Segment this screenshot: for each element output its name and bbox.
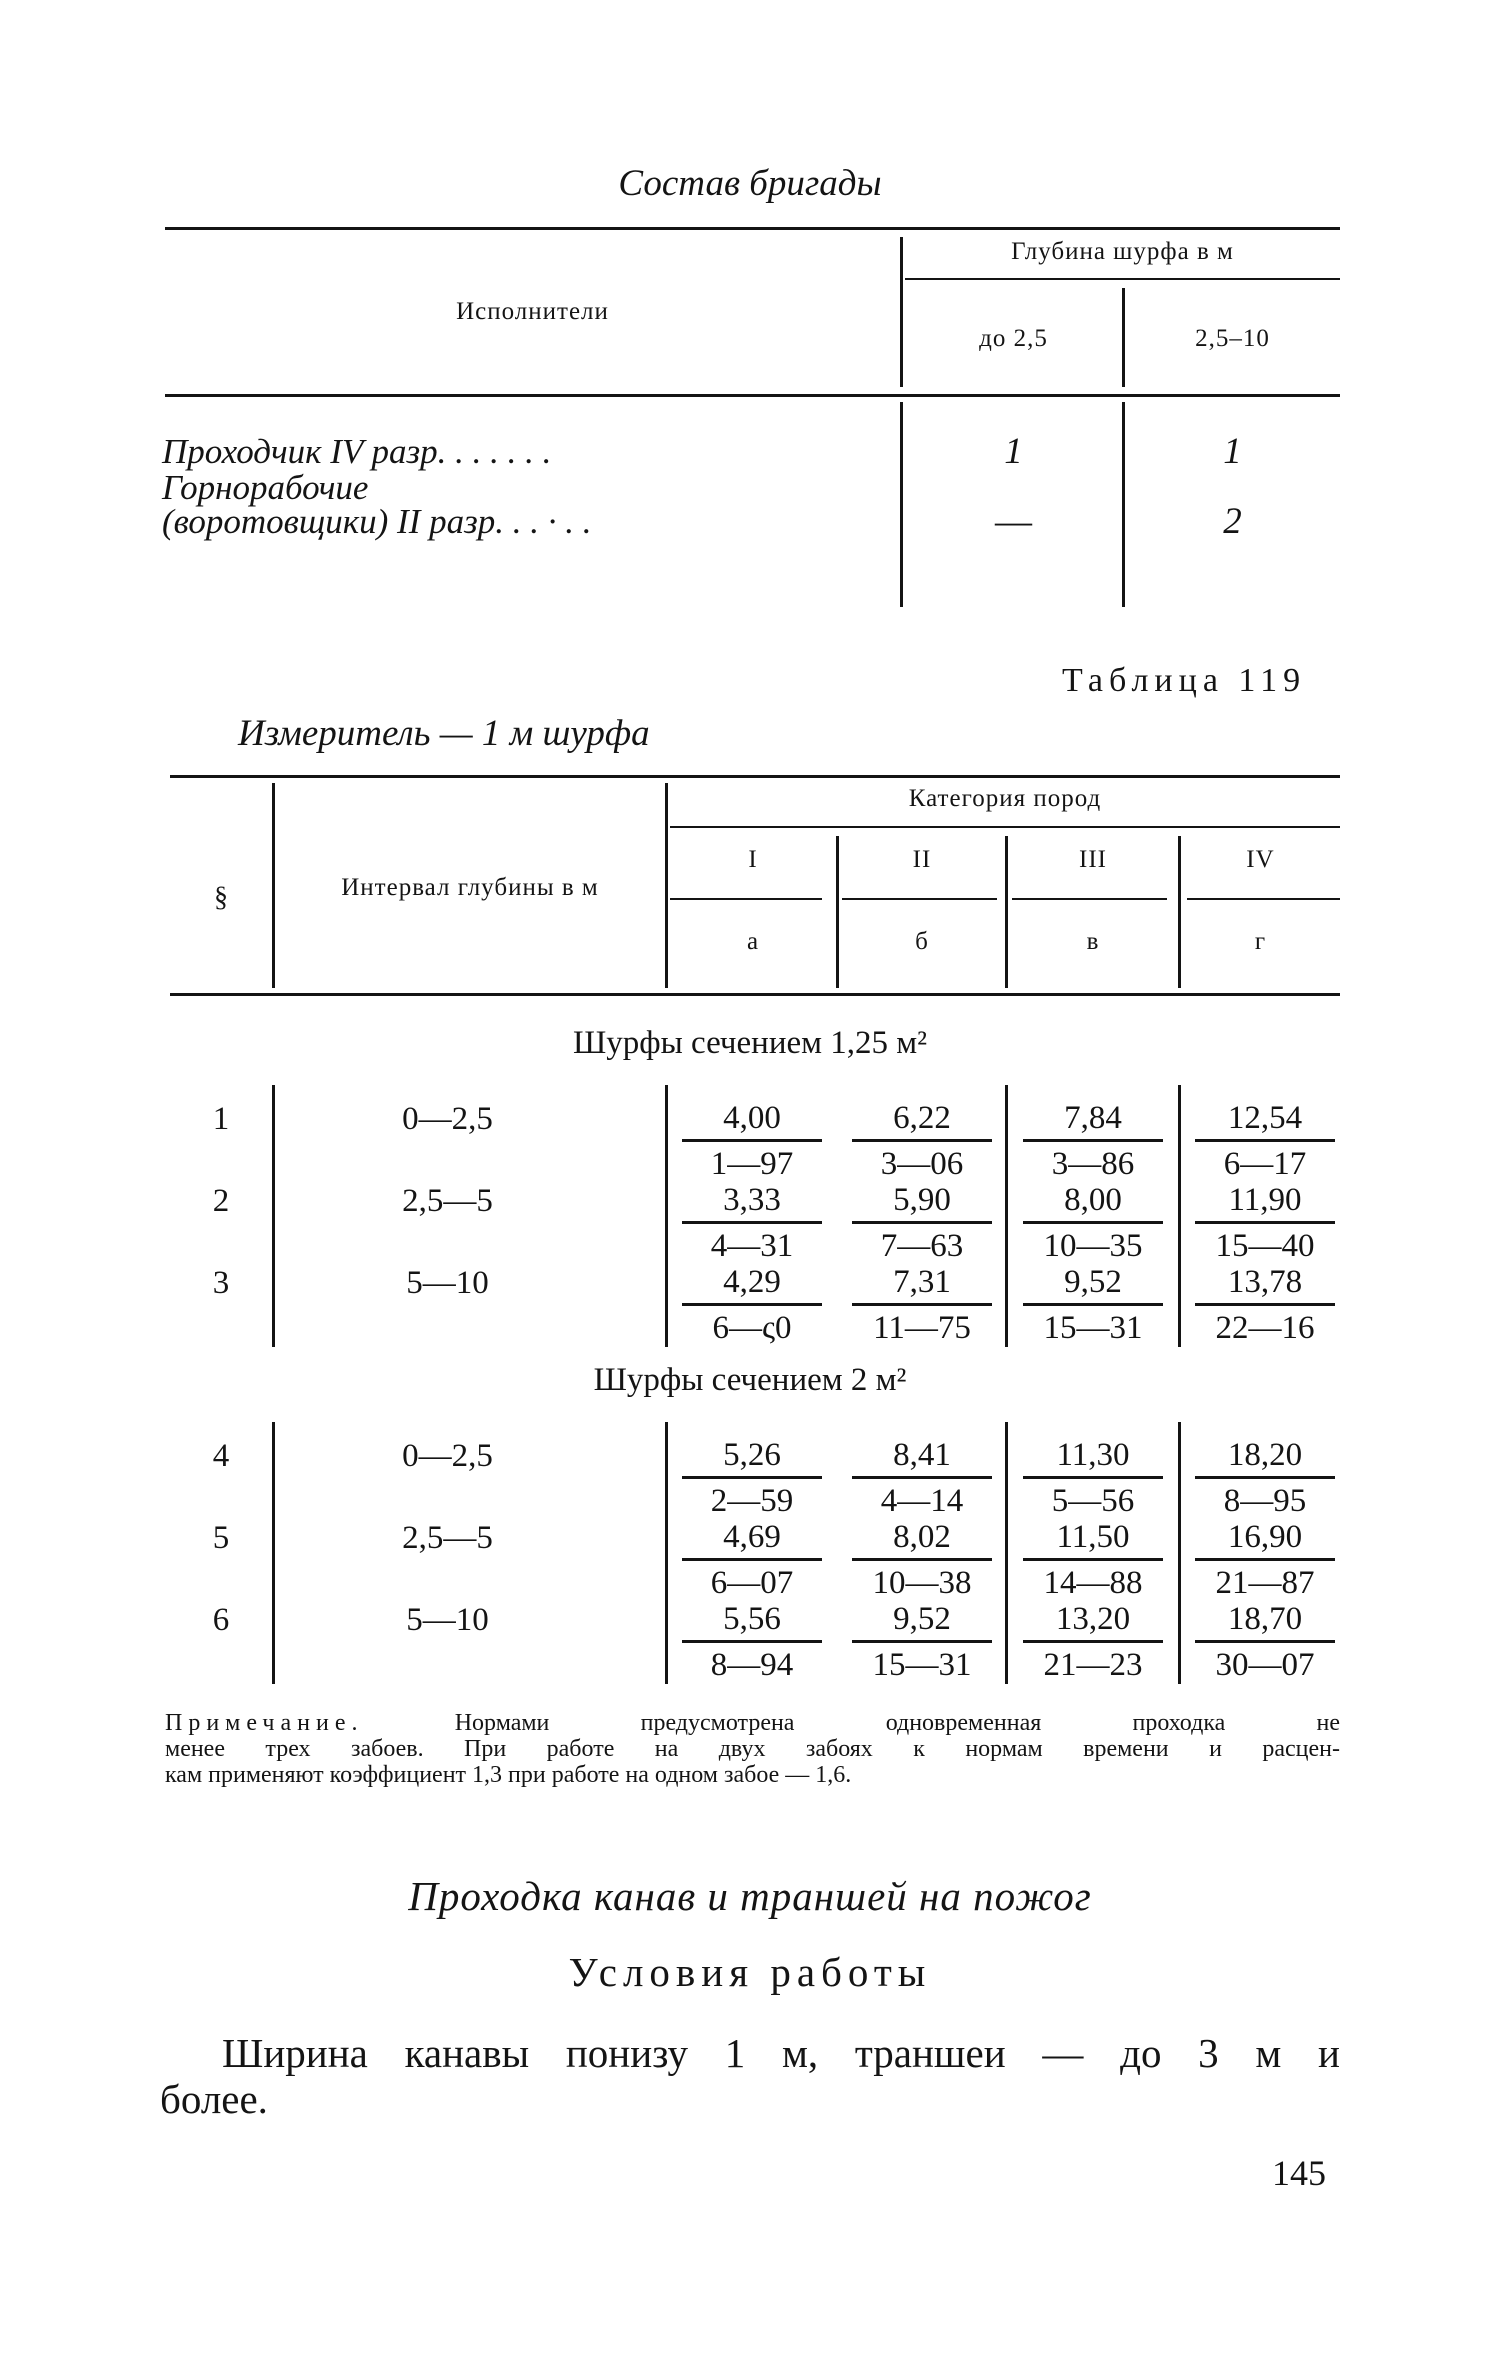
norm-cell bbox=[1195, 1261, 1335, 1348]
norm-value: 18,20 bbox=[1195, 1434, 1335, 1479]
norm-cell bbox=[1195, 1179, 1335, 1266]
rule bbox=[170, 993, 1340, 996]
norm-value: 18,70 bbox=[1195, 1598, 1335, 1643]
norm-value: 11,90 bbox=[1195, 1179, 1335, 1224]
norm-value: 9,52 bbox=[852, 1598, 992, 1643]
rate-value: 6—ς0 bbox=[712, 1310, 792, 1346]
rule bbox=[1005, 1085, 1008, 1347]
note-text: Нормами предусмотрена одновременная проходка не bbox=[454, 1710, 1341, 1736]
rule bbox=[1012, 898, 1167, 900]
performer-label: Проходчик IV разр. . . . . . . bbox=[162, 432, 552, 471]
row-number: 6 bbox=[212, 1602, 230, 1638]
row-number: 4 bbox=[212, 1438, 230, 1474]
rate-value: 14—88 bbox=[1043, 1565, 1143, 1601]
norm-value: 7,31 bbox=[852, 1261, 992, 1306]
row-interval: 0—2,5 bbox=[402, 1101, 493, 1137]
row-number: 3 bbox=[212, 1265, 230, 1301]
rate-value: 15—31 bbox=[872, 1647, 972, 1683]
header-roman: I bbox=[748, 846, 758, 873]
rule bbox=[665, 1422, 668, 1684]
norm-cell bbox=[682, 1097, 822, 1184]
header-letter: в bbox=[1086, 928, 1100, 955]
rate-value: 2—59 bbox=[710, 1483, 794, 1519]
note-lead: Примечание. bbox=[165, 1710, 364, 1736]
norm-value: 4,00 bbox=[682, 1097, 822, 1142]
rule bbox=[670, 898, 822, 900]
rule bbox=[1187, 898, 1340, 900]
norm-value: 5,90 bbox=[852, 1179, 992, 1224]
rate-value: 11—75 bbox=[873, 1310, 971, 1346]
rate-value: 8—94 bbox=[710, 1647, 794, 1683]
norm-cell bbox=[852, 1179, 992, 1266]
value-cell: 1 bbox=[1004, 431, 1023, 472]
norm-cell bbox=[682, 1516, 822, 1603]
rate-value: 10—35 bbox=[1043, 1228, 1143, 1264]
rule bbox=[165, 227, 1340, 230]
rate-value: 3—06 bbox=[880, 1146, 964, 1182]
section-heading: Шурфы сечением 1,25 м² bbox=[572, 1025, 928, 1061]
row-interval: 2,5—5 bbox=[402, 1183, 493, 1219]
col-depth-group: Глубина шурфа в м bbox=[1011, 238, 1234, 265]
table-caption: Таблица 119 bbox=[1062, 662, 1307, 699]
header-letter: г bbox=[1254, 928, 1267, 955]
row-number: 2 bbox=[212, 1183, 230, 1219]
rate-value: 21—23 bbox=[1043, 1647, 1143, 1683]
col-performers: Исполнители bbox=[456, 298, 609, 325]
rule bbox=[900, 237, 903, 387]
page-number: 145 bbox=[1272, 2153, 1326, 2193]
norm-value: 8,41 bbox=[852, 1434, 992, 1479]
note-line: менее трех забоев. При работе на двух забоях к нормам времени и расцен- bbox=[165, 1736, 1340, 1762]
norm-value: 13,20 bbox=[1023, 1598, 1163, 1643]
header-letter: б bbox=[915, 928, 929, 955]
header-category: Категория пород bbox=[908, 785, 1102, 812]
header-letter: а bbox=[746, 928, 760, 955]
norm-cell bbox=[1195, 1598, 1335, 1685]
rate-value: 3—86 bbox=[1051, 1146, 1135, 1182]
norm-value: 5,26 bbox=[682, 1434, 822, 1479]
performer-label: (воротовщики) II разр. . . · . . bbox=[162, 502, 592, 541]
norm-cell bbox=[682, 1179, 822, 1266]
norm-cell bbox=[682, 1598, 822, 1685]
rule bbox=[170, 775, 1340, 778]
rate-value: 15—40 bbox=[1215, 1228, 1315, 1264]
rate-value: 22—16 bbox=[1215, 1310, 1315, 1346]
measure-label: Измеритель — 1 м шурфа bbox=[238, 713, 650, 754]
rule bbox=[665, 783, 668, 988]
rule bbox=[665, 1085, 668, 1347]
section-heading: Шурфы сечением 2 м² bbox=[593, 1362, 907, 1398]
row-interval: 5—10 bbox=[406, 1602, 489, 1638]
norm-cell bbox=[852, 1434, 992, 1521]
norm-cell bbox=[1023, 1516, 1163, 1603]
header-interval: Интервал глубины в м bbox=[341, 874, 599, 901]
value-cell: 2 bbox=[1223, 501, 1242, 542]
rate-value: 1—97 bbox=[710, 1146, 794, 1182]
norm-cell bbox=[1023, 1598, 1163, 1685]
norm-value: 8,00 bbox=[1023, 1179, 1163, 1224]
norm-value: 8,02 bbox=[852, 1516, 992, 1561]
norm-cell bbox=[1195, 1097, 1335, 1184]
rate-value: 6—17 bbox=[1223, 1146, 1307, 1182]
rule bbox=[1005, 1422, 1008, 1684]
norm-cell bbox=[1023, 1261, 1163, 1348]
norm-value: 13,78 bbox=[1195, 1261, 1335, 1306]
rule bbox=[842, 898, 997, 900]
header-roman: IV bbox=[1246, 846, 1275, 873]
norm-cell bbox=[852, 1598, 992, 1685]
value-cell: — bbox=[995, 501, 1032, 542]
rate-value: 4—14 bbox=[880, 1483, 964, 1519]
norm-cell bbox=[1023, 1434, 1163, 1521]
norm-cell bbox=[682, 1434, 822, 1521]
norm-cell bbox=[1195, 1434, 1335, 1521]
norm-cell bbox=[1195, 1516, 1335, 1603]
rate-value: 30—07 bbox=[1215, 1647, 1315, 1683]
rate-value: 8—95 bbox=[1223, 1483, 1307, 1519]
norm-value: 4,69 bbox=[682, 1516, 822, 1561]
section-title: Проходка канав и траншей на пожог bbox=[408, 1873, 1092, 1919]
table-note bbox=[165, 1710, 1340, 1788]
rule bbox=[165, 394, 1340, 397]
row-interval: 5—10 bbox=[406, 1265, 489, 1301]
row-number: 1 bbox=[212, 1101, 230, 1137]
rule bbox=[1178, 1422, 1181, 1684]
paragraph-line: более. bbox=[160, 2076, 268, 2122]
norm-value: 4,29 bbox=[682, 1261, 822, 1306]
rule bbox=[1178, 1085, 1181, 1347]
rate-value: 21—87 bbox=[1215, 1565, 1315, 1601]
norm-cell bbox=[1023, 1179, 1163, 1266]
norm-cell bbox=[682, 1261, 822, 1348]
norm-value: 3,33 bbox=[682, 1179, 822, 1224]
header-roman: II bbox=[912, 846, 932, 873]
header-para: § bbox=[214, 882, 228, 913]
header-roman: III bbox=[1079, 846, 1107, 873]
norm-value: 11,50 bbox=[1023, 1516, 1163, 1561]
section-subtitle: Условия работы bbox=[568, 1949, 932, 1995]
note-line bbox=[165, 1710, 1340, 1736]
norm-value: 11,30 bbox=[1023, 1434, 1163, 1479]
row-interval: 0—2,5 bbox=[402, 1438, 493, 1474]
norm-cell bbox=[852, 1516, 992, 1603]
paragraph bbox=[160, 2030, 1340, 2122]
rule bbox=[670, 826, 1340, 828]
col-depth-1: до 2,5 bbox=[979, 325, 1048, 352]
norm-value: 7,84 bbox=[1023, 1097, 1163, 1142]
brigade-title: Состав бригады bbox=[618, 163, 882, 204]
rule bbox=[900, 402, 903, 607]
norm-value: 16,90 bbox=[1195, 1516, 1335, 1561]
rate-value: 6—07 bbox=[710, 1565, 794, 1601]
norm-value: 5,56 bbox=[682, 1598, 822, 1643]
value-cell: 1 bbox=[1223, 431, 1242, 472]
norm-value: 9,52 bbox=[1023, 1261, 1163, 1306]
row-number: 5 bbox=[212, 1520, 230, 1556]
norm-cell bbox=[852, 1097, 992, 1184]
rate-value: 15—31 bbox=[1043, 1310, 1143, 1346]
norm-cell bbox=[1023, 1097, 1163, 1184]
rate-value: 7—63 bbox=[880, 1228, 964, 1264]
rate-value: 5—56 bbox=[1051, 1483, 1135, 1519]
row-interval: 2,5—5 bbox=[402, 1520, 493, 1556]
rule bbox=[905, 278, 1340, 280]
rate-value: 4—31 bbox=[710, 1228, 794, 1264]
norm-cell bbox=[852, 1261, 992, 1348]
note-line: кам применяют коэффициент 1,3 при работе на одном забое — 1,6. bbox=[165, 1762, 852, 1788]
performer-label: Горнорабочие bbox=[162, 468, 369, 507]
col-depth-2: 2,5–10 bbox=[1195, 325, 1270, 352]
norm-value: 6,22 bbox=[852, 1097, 992, 1142]
norm-value: 12,54 bbox=[1195, 1097, 1335, 1142]
rate-value: 10—38 bbox=[872, 1565, 972, 1601]
paragraph-line: Ширина канавы понизу 1 м, траншеи — до 3 м и bbox=[222, 2030, 1340, 2076]
